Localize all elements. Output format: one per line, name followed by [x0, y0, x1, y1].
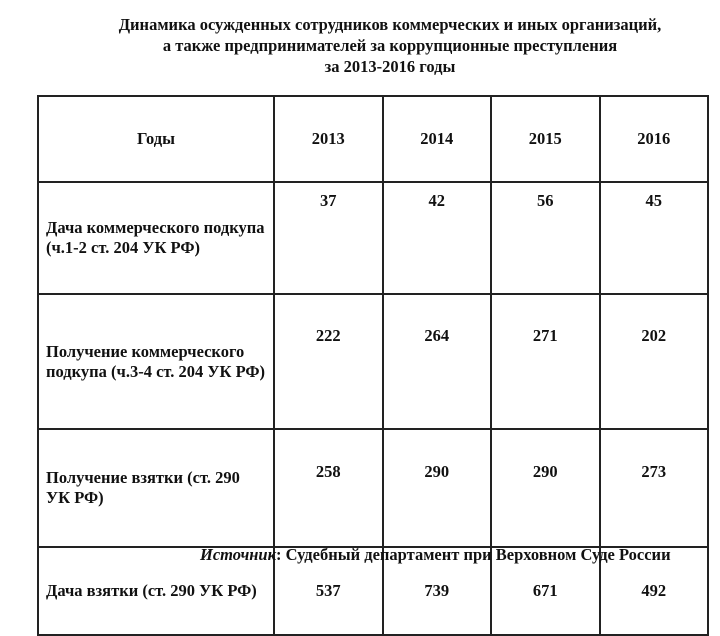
table-cell-value: 273 — [600, 429, 709, 547]
table-header-row — [38, 96, 708, 182]
header-cell-year: 2016 — [600, 96, 709, 182]
table-cell-value: 492 — [600, 547, 709, 635]
table-cell-value: 671 — [491, 547, 600, 635]
table-row — [38, 182, 708, 294]
table-cell-value: 290 — [491, 429, 600, 547]
row-label: Дача взятки (ст. 290 УК РФ) — [38, 547, 274, 635]
header-cell-years: Годы — [38, 96, 274, 182]
table-cell-value: 537 — [274, 547, 383, 635]
table-row — [38, 429, 708, 547]
source-note — [200, 545, 720, 565]
table-cell-value: 222 — [274, 294, 383, 429]
table-cell-value: 271 — [491, 294, 600, 429]
table-cell-value: 739 — [383, 547, 492, 635]
title-line-1: Динамика осужденных сотрудников коммерческих и иных организаций, — [118, 15, 662, 34]
header-cell-year: 2013 — [274, 96, 383, 182]
table-cell-value: 290 — [383, 429, 492, 547]
table-cell-value: 42 — [383, 182, 492, 294]
row-label: Получение взятки (ст. 290 УК РФ) — [38, 429, 274, 547]
table-cell-value: 202 — [600, 294, 709, 429]
title-line-3: за 2013-2016 годы — [324, 57, 456, 76]
row-label: Дача коммерческого подкупа (ч.1-2 ст. 204 УК РФ) — [38, 182, 274, 294]
row-label: Получение коммерческого подкупа (ч.3-4 ст. 204 УК РФ) — [38, 294, 274, 429]
header-cell-year: 2014 — [383, 96, 492, 182]
table-row — [38, 294, 708, 429]
source-text: : Судебный департамент при Верховном Суде России — [275, 545, 671, 564]
table-cell-value: 56 — [491, 182, 600, 294]
table-cell-value: 37 — [274, 182, 383, 294]
table-cell-value: 258 — [274, 429, 383, 547]
source-label: Источник — [200, 545, 276, 564]
table-cell-value: 45 — [600, 182, 709, 294]
document-title — [60, 14, 720, 77]
table-cell-value: 264 — [383, 294, 492, 429]
title-line-2: а также предпринимателей за коррупционные преступления — [162, 36, 618, 55]
header-cell-year: 2015 — [491, 96, 600, 182]
